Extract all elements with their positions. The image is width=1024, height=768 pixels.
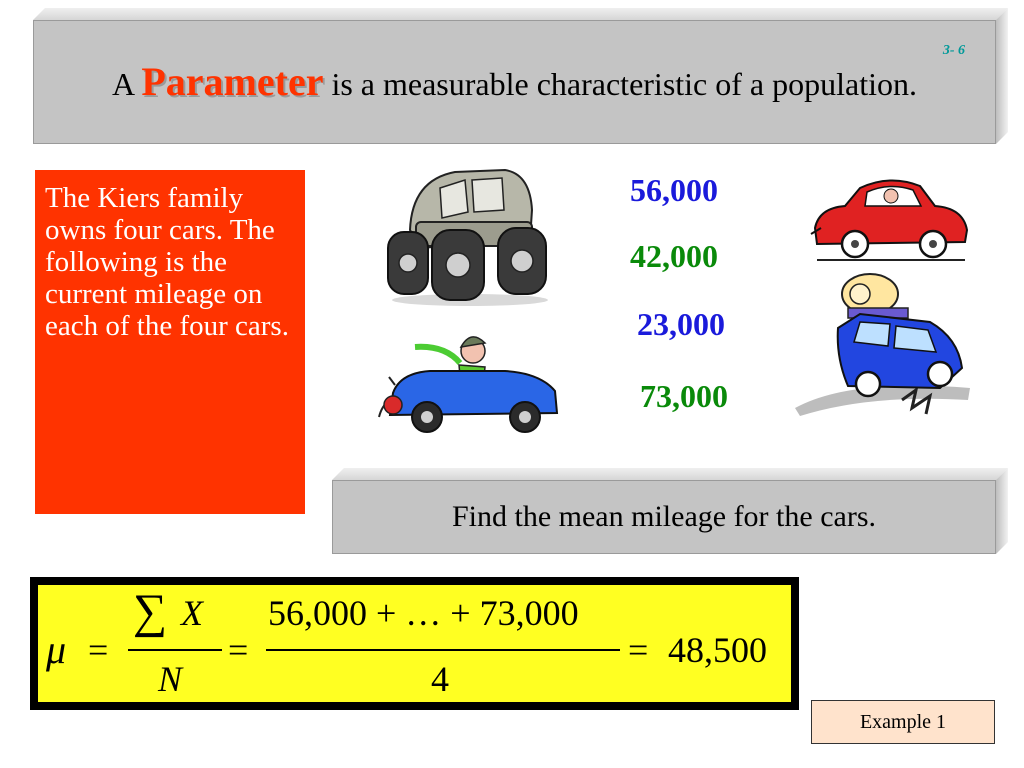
formula-equals: =: [628, 630, 649, 670]
formula-mu: μ: [46, 627, 67, 672]
monster-truck-icon: [380, 160, 560, 310]
title-banner: [33, 8, 1008, 144]
title-prefix: A: [112, 66, 134, 102]
convertible-car-icon: [375, 325, 575, 440]
slide-number: 3- 6: [942, 43, 965, 58]
question-banner: [332, 468, 1008, 554]
example-label: [811, 700, 995, 744]
formula-equals: =: [88, 630, 109, 670]
formula-denominator: 4: [431, 659, 449, 699]
blue-car-with-luggage-icon: [790, 268, 980, 428]
banner-side-edge: [996, 8, 1008, 144]
mileage-value: 23,000: [637, 306, 725, 342]
mileage-value: 73,000: [640, 378, 728, 414]
formula-n: N: [158, 659, 183, 699]
formula-box: [30, 577, 799, 710]
red-car-icon: [805, 168, 975, 268]
banner-side-edge: [996, 468, 1008, 554]
fraction-line: [266, 649, 620, 651]
story-text: The Kiers family owns four cars. The following is the current mileage on each of the four cars.: [45, 182, 289, 342]
formula-x: X: [181, 593, 203, 633]
banner-top-edge: [33, 8, 1008, 20]
banner-face: [332, 480, 996, 554]
banner-top-edge: [332, 468, 1008, 480]
formula-numerator: 56,000 + … + 73,000: [268, 593, 579, 633]
story-text-box: [35, 170, 305, 514]
formula-sigma: ∑: [133, 585, 168, 638]
example-label-text: Example 1: [859, 710, 947, 733]
title-keyword: Parameter: [141, 59, 324, 104]
formula-equals: =: [228, 630, 249, 670]
slide-title: [85, 59, 945, 104]
fraction-line: [128, 649, 222, 651]
mileage-value: 42,000: [630, 238, 718, 274]
banner-face: [33, 20, 996, 144]
mileage-value: 56,000: [630, 172, 718, 208]
formula-result: 48,500: [668, 630, 767, 670]
title-rest: is a measurable characteristic of a population.: [331, 66, 917, 102]
question-text: Find the mean mileage for the cars.: [451, 500, 876, 533]
